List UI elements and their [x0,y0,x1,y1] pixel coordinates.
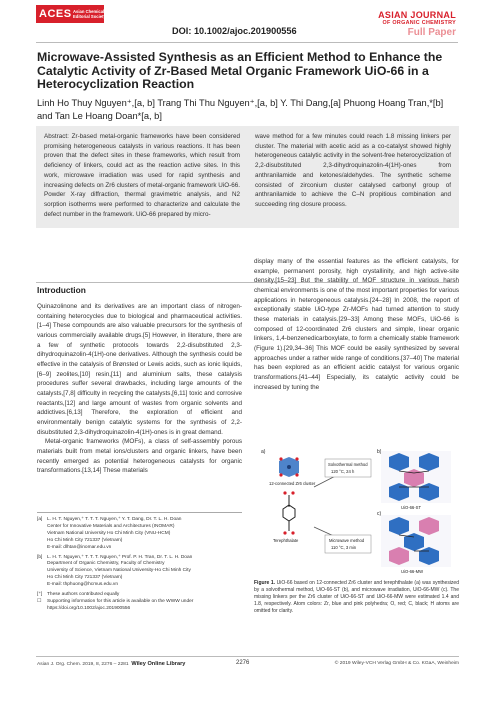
aces-subtitle: Asian Chemical Editorial Society [73,9,106,19]
footer-divider [36,656,459,657]
uio66-mw-label: UiO-66-MW [401,569,424,574]
footer-citation: Asian J. Org. Chem. 2019, 8, 2276 – 2281 Wiley Online Library [37,661,186,667]
figure-1 [259,447,455,575]
microwave-conditions: 110 °C, 3 min [331,545,357,550]
body-column-left [37,302,242,476]
supporting-info-link[interactable]: Supporting information for this article is available on the WWW under https://doi.org/10.1002/ajoc.201900556 [47,598,194,611]
linker-graphic [283,491,295,534]
aces-logo: ACES [36,5,104,23]
footnote: [⁺] These authors contributed equally [37,592,120,598]
doi-link[interactable]: DOI: 10.1002/ajoc.201900556 [172,26,297,36]
supporting-info-icon: ☐ [37,598,42,604]
footnote: [b] L. H. T. Nguyen,⁺ T. T. T. Nguyen,⁺ Prof. P. H. Tran, Dr. T. L. H. Doan Department of Organic Chemistry, Faculty of Chemistry University of Science, Vietnam National University-Ho Chi Minh City Ho Chi Minh City 721337 (Vietnam) E-mail: thphuong@hcmus.edu.vn [37,555,242,590]
article-type: Full Paper [407,27,456,38]
panel-c-label: c) [377,511,382,517]
wiley-online-library-link[interactable]: Wiley Online Library [131,661,186,667]
section-heading: Introduction [37,285,86,295]
body-paragraph: display many of the essential features as the efficient catalysts, for example, permanent porosity, high crystallinity, and high active-site density.[15–23] But the stability of MOF structure in various harsh chemical environments is one of the most important properties for various applications in heterogeneous catalysis.[24–28] In 2008, the report of exceptionally stable UiO-type Zr-MOFs had turned attention to study these materials in catalysis.[29–33] Among these MOFs, UiO-66 is composed of 12-coordinated Zr6 clusters and simple, linear organic linkers, 1,4-benzenedicarboxylate, to form a chemically stable framework (Figure 1).[29,34–36] This MOF could be easily synthesized by several approaches under a rather wide range of conditions.[37–40] The material has been explored as an efficient acidic catalyst for various organic transformations.[41–44] Especially, its catalytic activity could be increased by tuning the [254,258,459,391]
author-list: Linh Ho Thuy Nguyen⁺,[a, b] Trang Thi Thu Nguyen⁺,[a, b] Y. Thi Dang,[a] Phuong Hoang Tran,*[b] and Tan Le Hoang Doan*[a, b] [37,98,444,121]
copyright: © 2019 Wiley-VCH Verlag GmbH & Co. KGaA, Weinheim [334,661,459,666]
solvothermal-label: Solvothermal method [328,462,368,467]
caption-text: UiO-66 based on 12-connected Zr6 cluster and terephthalate (a) was synthesized by a solvothermal method, UiO-66-ST (b), and microwave irradiation, UiO-66-MW (c). The missing linkers per the Zr6 cluster of UiO-66-ST and UiO-66-MW were estimated 1.4 and 1.8, respectively. Atom colors: Zr, blue and pink polyhedra; O, red; C, black; H atoms are omitted for clarity. [254,580,459,614]
figure-caption [254,580,459,615]
zr-cluster-graphic [279,457,299,477]
journal-subtitle: OF ORGANIC CHEMISTRY [382,20,456,26]
linker-label: Terephthalate [273,538,299,543]
abstract-right: wave method for a few minutes could reach 1.8 missing linkers per cluster. The material with acetic acid as a co-catalyst showed highly heterogeneous catalytic activity in the solvent-free heterocyclization of 2,2-disubstituted 2,3-dihydroquinazolin-4(1H)-ones from anthranilamide and ketones/aldehydes. The synthetic scheme consisted of zirconium cluster catalysed carbonyl group of anthranilamide to achieve the C–N propitious combination and succeeding ring closure process. [255,133,451,208]
page-number: 2276 [236,660,250,666]
caption-label: Figure 1. [254,580,276,586]
body-paragraph: Metal-organic frameworks (MOFs), a class of self-assembly porous materials built from metal ions/clusters and organic linkers, have been recently emerged as potential heterogeneous catalysts for organic transformations.[13,14] These materials [37,438,242,475]
footnote: [a] L. H. T. Nguyen,⁺ T. T. T. Nguyen,⁺ Y. T. Dang, Dr. T. L. H. Doan Center for Innovative Materials and Architectures (INOMAR) Vietnam National University Ho Chi Minh City (VNU-HCM) Ho Chi Minh City 721337 (Vietnam) E-mail: dlhtan@inomar.edu.vn [37,517,242,552]
header-divider [36,42,458,43]
microwave-label: Microwave method [329,538,365,543]
email-link[interactable]: E-mail: thphuong@hcmus.edu.vn [47,582,118,588]
panel-a-label: a) [261,449,266,455]
article-title: Microwave-Assisted Synthesis as an Efficient Method to Enhance the Catalytic Activity of Zr-Based Metal Organic Framework UiO-66 in a Heterocyclization Reaction [37,50,443,92]
abstract-left: Abstract: Zr-based metal-organic frameworks have been considered promising heterogeneous catalysts in various reactions. It has been proven that the defect sites in these frameworks, which result from deficiency of linkers, could act as the reaction active sites. In this work, microwave irradiation was used for rapid synthesis and increasing defects on Zr6 clusters of metal-organic framework UiO-66. Powder X-ray diffraction, thermal gravimetric analysis, and N2 sorption isotherms were performed to characterize and calculate the defect number in the framework. UiO-66 prepared by micro- [44,133,240,218]
uio66-mw-structure [381,515,451,567]
body-paragraph: Quinazolinone and its derivatives are an important class of nitrogen-containing heterocycles due to biological and pharmaceutical activities.[1–4] These compounds are also valuable precursors for the synthesis of various commercially available drugs.[5] However, in literature, there are a few of synthetic protocols towards 2,2-disubstituted 2,3-dihydroquinazolin-4(1H)-one derivatives. Although the synthesis could be effective in the catalysis of Brønsted or Lewis acids, such as ionic liquids,[6–9] zeolites,[10] resin,[11] and aluminium salts, these catalysis procedures suffer several drawbacks, including large amounts of the catalysts,[7,8] difficulty in recycling the catalysts,[6,11] toxic and corrosive reactants,[12] and large amount of wastes from organic solvents and addictives.[6,13] Therefore, the exploration of efficient and environmentally benign catalytic systems for the synthesis of 2,2-disubstituted 2,3-dihydroquinazolin-4(1H)-ones is in great demand. [37,303,242,436]
body-column-right [254,257,459,392]
affiliations [37,517,242,613]
cluster-label: 12-connected Zr6 cluster [269,481,316,486]
footnote [37,599,242,613]
journal-title: ASIAN JOURNAL [378,10,456,20]
panel-b-label: b) [377,449,382,455]
email-link[interactable]: E-mail: dlhtan@inomar.edu.vn [47,544,112,550]
footnote-divider [37,512,242,513]
solvothermal-conditions: 120 °C, 24 h [331,469,355,474]
uio66-st-label: UiO-66-ST [401,505,422,510]
uio66-st-structure [381,451,451,503]
